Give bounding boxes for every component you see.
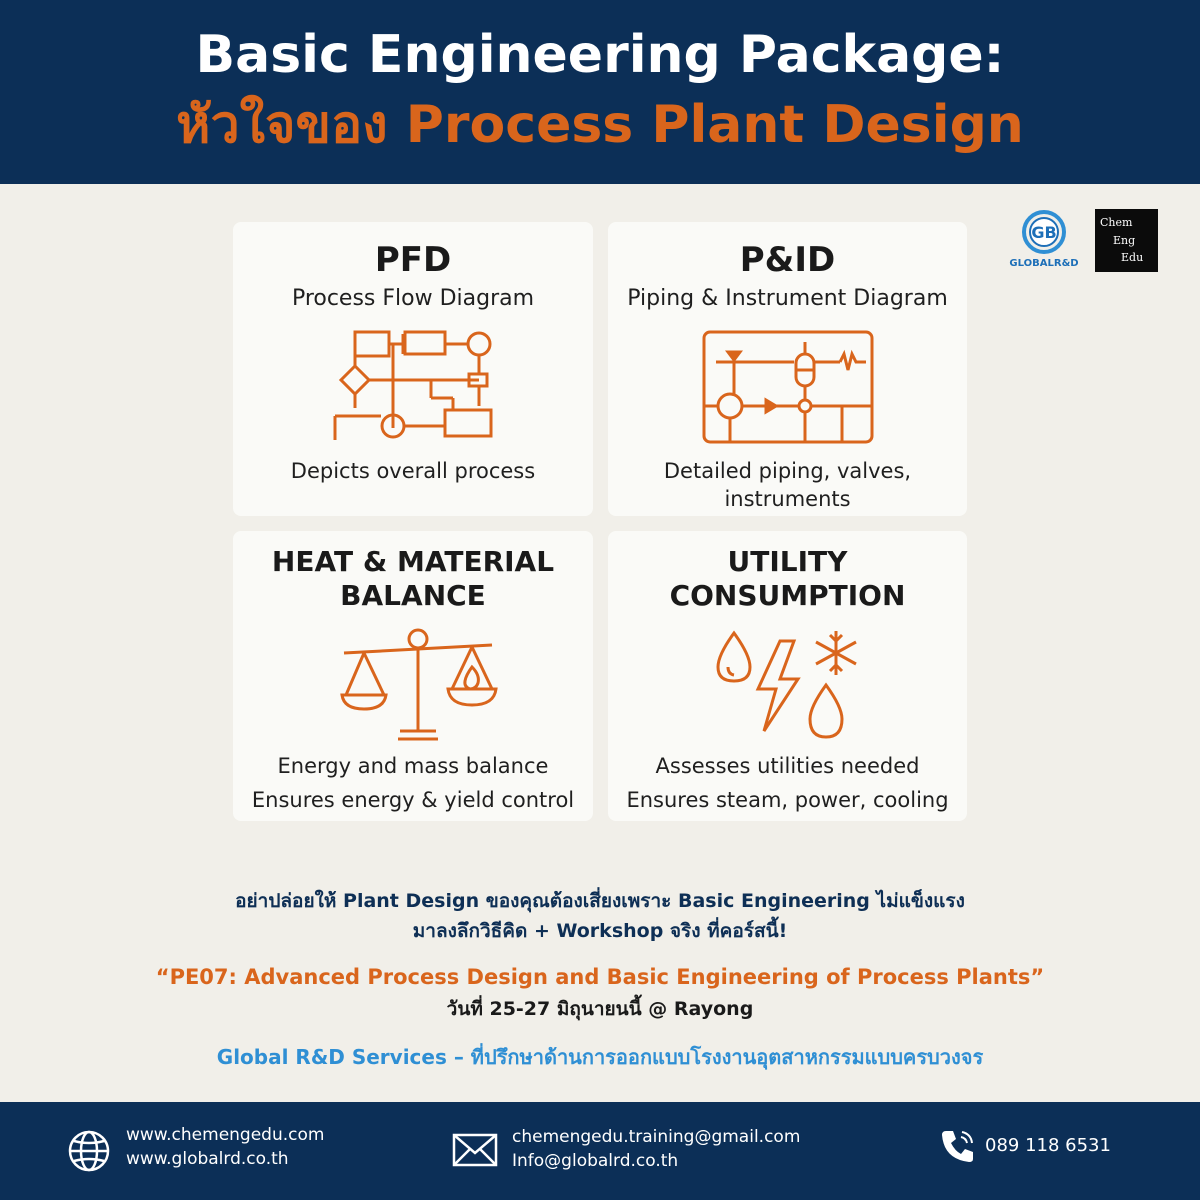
card-description: Ensures energy & yield control <box>251 788 575 812</box>
card-description: Depicts overall process <box>290 459 536 483</box>
page-title: Basic Engineering Package: <box>195 25 1005 85</box>
card-subtitle: Piping & Instrument Diagram <box>627 286 948 311</box>
logo-ce-line3: Edu <box>1121 251 1144 264</box>
mail-icon <box>452 1133 498 1167</box>
card-description: Assesses utilities needed <box>655 754 920 778</box>
website-link[interactable]: www.chemengedu.com <box>126 1125 325 1145</box>
logo-ce-line1: Chem <box>1100 216 1133 229</box>
drop-icon <box>810 685 842 737</box>
card-description: Energy and mass balance <box>277 754 549 778</box>
pid-card <box>608 222 967 516</box>
promo-line: อย่าปล่อยให้ Plant Design ของคุณต้องเสี่ยงเพราะ Basic Engineering ไม่แข็งแรง <box>235 890 965 912</box>
header-banner <box>0 0 1200 184</box>
global-rd-mark-icon <box>1006 206 1082 258</box>
card-subtitle: Process Flow Diagram <box>291 286 535 311</box>
piping-instrument-diagram-icon <box>702 330 874 444</box>
balance-scale-icon <box>338 627 498 745</box>
heat-material-balance-card <box>233 531 593 821</box>
snowflake-icon <box>816 631 856 675</box>
card-title: CONSUMPTION <box>669 579 906 612</box>
utility-consumption-card <box>608 531 967 821</box>
email-link[interactable]: chemengedu.training@gmail.com <box>512 1127 801 1147</box>
card-title: P&ID <box>739 240 836 280</box>
card-title: HEAT & MATERIAL <box>271 545 555 578</box>
footer <box>0 1102 1200 1200</box>
process-flow-diagram-icon <box>333 328 498 444</box>
card-title: BALANCE <box>340 579 486 612</box>
card-title: UTILITY <box>727 545 848 578</box>
utilities-icon <box>714 627 864 745</box>
phone-number[interactable]: 089 118 6531 <box>985 1135 1111 1156</box>
global-rd-logo <box>1006 206 1082 276</box>
card-description: Detailed piping, valves, <box>663 459 912 483</box>
card-title: PFD <box>374 240 452 280</box>
phone-icon <box>940 1128 976 1164</box>
card-description: instruments <box>724 487 851 511</box>
course-title: “PE07: Advanced Process Design and Basic Engineering of Process Plants” <box>155 965 1045 989</box>
logo-ce-line2: Eng <box>1113 234 1136 247</box>
company-tagline: Global R&D Services – ที่ปรึกษาด้านการออกแบบโรงงานอุตสาหกรรมแบบครบวงจร <box>216 1045 984 1069</box>
global-rd-mark-text: GB <box>1031 223 1057 242</box>
page-subtitle: หัวใจของ Process Plant Design <box>176 95 1024 155</box>
email-link[interactable]: Info@globalrd.co.th <box>512 1151 679 1171</box>
lightning-bolt-icon <box>758 641 798 731</box>
global-rd-logo-text: GLOBALR&D <box>1009 258 1079 269</box>
card-description: Ensures steam, power, cooling <box>626 788 949 812</box>
promo-line: มาลงลึกวิธีคิด + Workshop จริง ที่คอร์สนี้! <box>412 920 788 942</box>
pfd-card <box>233 222 593 516</box>
chem-eng-edu-logo <box>1095 209 1158 272</box>
course-date: วันที่ 25-27 มิถุนายนนี้ @ Rayong <box>446 998 754 1020</box>
website-link[interactable]: www.globalrd.co.th <box>126 1149 289 1169</box>
globe-icon <box>67 1129 111 1173</box>
